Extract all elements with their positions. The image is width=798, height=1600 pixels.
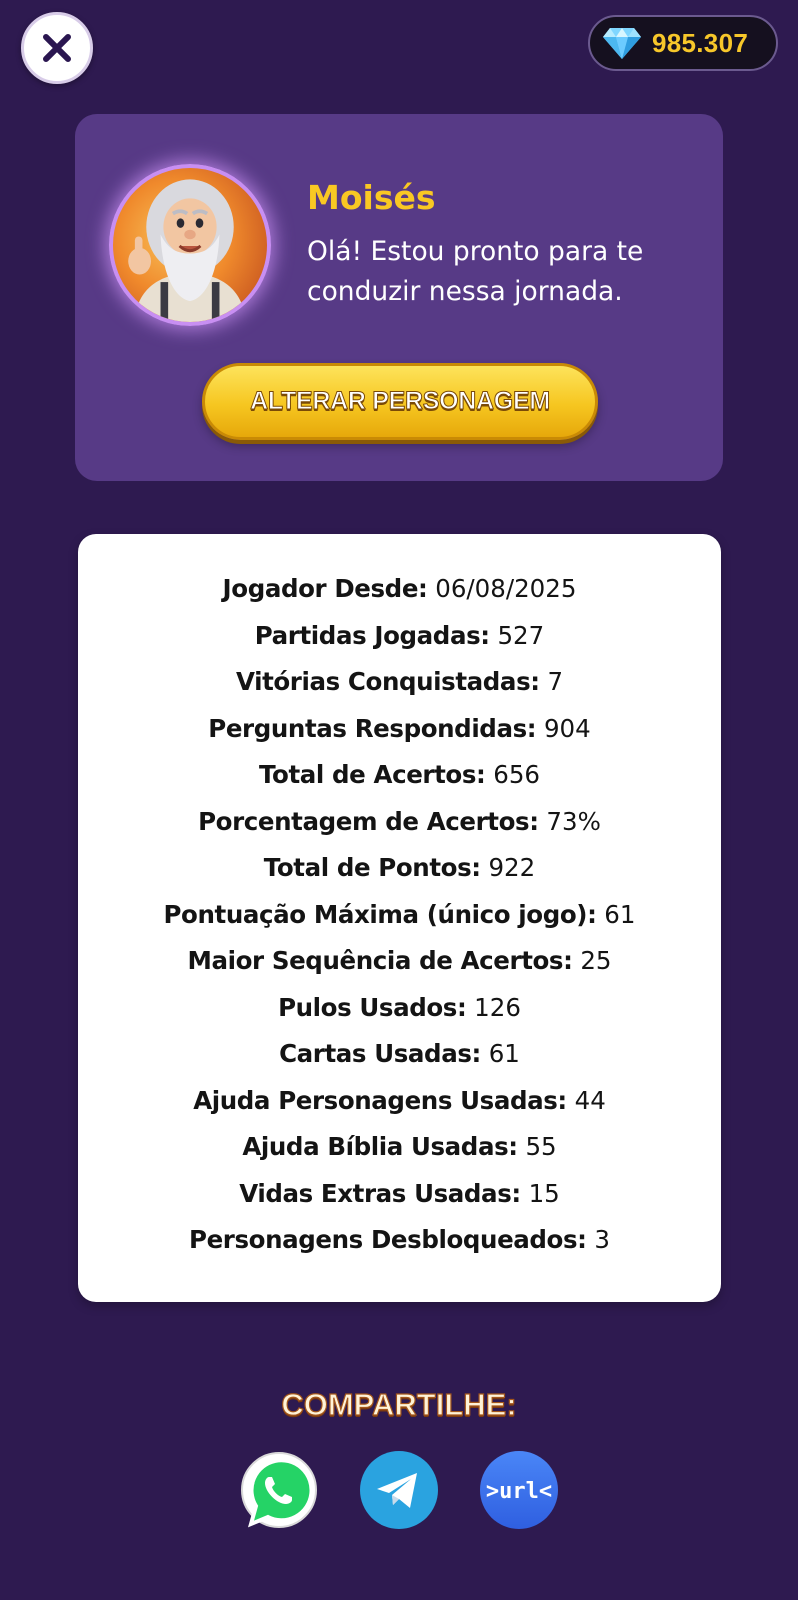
stat-row [78, 1217, 721, 1264]
stat-value: 922 [488, 853, 536, 882]
stat-row [78, 985, 721, 1032]
stat-row [78, 799, 721, 846]
stat-row [78, 752, 721, 799]
stat-label: Cartas Usadas: [279, 1039, 481, 1068]
stat-value: 44 [574, 1085, 606, 1115]
character-card [75, 114, 723, 481]
diamond-icon [602, 26, 642, 60]
stat-label: Personagens Desbloqueados: [189, 1225, 587, 1254]
stat-row [78, 706, 721, 753]
stat-label: Ajuda Personagens Usadas: [193, 1085, 567, 1115]
stat-value: 61 [604, 899, 636, 929]
stat-row [78, 659, 721, 706]
stat-label: Maior Sequência de Acertos: [187, 946, 573, 975]
telegram-icon [359, 1450, 439, 1530]
stat-value: 656 [493, 760, 540, 789]
share-url-button[interactable] [479, 1450, 559, 1530]
stat-label: Porcentagem de Acertos: [198, 806, 539, 836]
stat-value: 126 [474, 992, 521, 1022]
stat-label: Total de Pontos: [263, 853, 481, 882]
stat-value: 06/08/2025 [435, 574, 577, 603]
stat-row [78, 1031, 721, 1078]
stat-row [78, 1124, 721, 1171]
stats-panel [78, 534, 721, 1302]
close-button[interactable] [21, 12, 93, 84]
stat-value: 55 [525, 1132, 557, 1161]
whatsapp-icon [239, 1450, 319, 1530]
stat-row [78, 566, 721, 613]
share-buttons [0, 1450, 798, 1530]
share-telegram-button[interactable] [359, 1450, 439, 1530]
share-title: COMPARTILHE: [281, 1387, 517, 1422]
stat-label: Perguntas Respondidas: [208, 713, 537, 743]
stat-label: Partidas Jogadas: [254, 620, 490, 650]
gems-value: 985.307 [652, 27, 749, 58]
stat-row [78, 892, 721, 939]
stat-value: 15 [528, 1178, 560, 1208]
url-label: >url< [485, 1479, 553, 1504]
character-avatar [109, 164, 271, 326]
stat-value: 7 [547, 667, 564, 696]
stat-row [78, 1078, 721, 1125]
character-greeting: Olá! Estou pronto para te conduzir nessa jornada. [307, 236, 644, 307]
stat-label: Ajuda Bíblia Usadas: [242, 1132, 518, 1161]
stat-label: Vitórias Conquistadas: [235, 667, 540, 696]
stat-row [78, 613, 721, 660]
share-whatsapp-button[interactable] [239, 1450, 319, 1530]
character-name: Moisés [307, 178, 436, 217]
close-icon [39, 30, 75, 66]
change-character-label: ALTERAR PERSONAGEM [250, 387, 550, 415]
stat-value: 527 [497, 620, 545, 650]
stat-row [78, 845, 721, 892]
stat-label: Pontuação Máxima (único jogo): [163, 899, 597, 929]
stat-label: Vidas Extras Usadas: [239, 1178, 521, 1208]
change-character-button[interactable] [202, 363, 598, 440]
stat-value: 73% [546, 806, 601, 836]
stat-value: 61 [488, 1039, 520, 1068]
stat-value: 3 [594, 1225, 610, 1254]
stat-value: 25 [580, 946, 612, 975]
stat-label: Total de Acertos: [258, 760, 486, 789]
url-icon [479, 1450, 559, 1530]
gems-balance [588, 15, 778, 71]
stat-row [78, 1171, 721, 1218]
stat-label: Pulos Usados: [278, 992, 467, 1022]
stat-label: Jogador Desde: [222, 574, 428, 603]
stat-row [78, 938, 721, 985]
stat-value: 904 [543, 713, 591, 743]
